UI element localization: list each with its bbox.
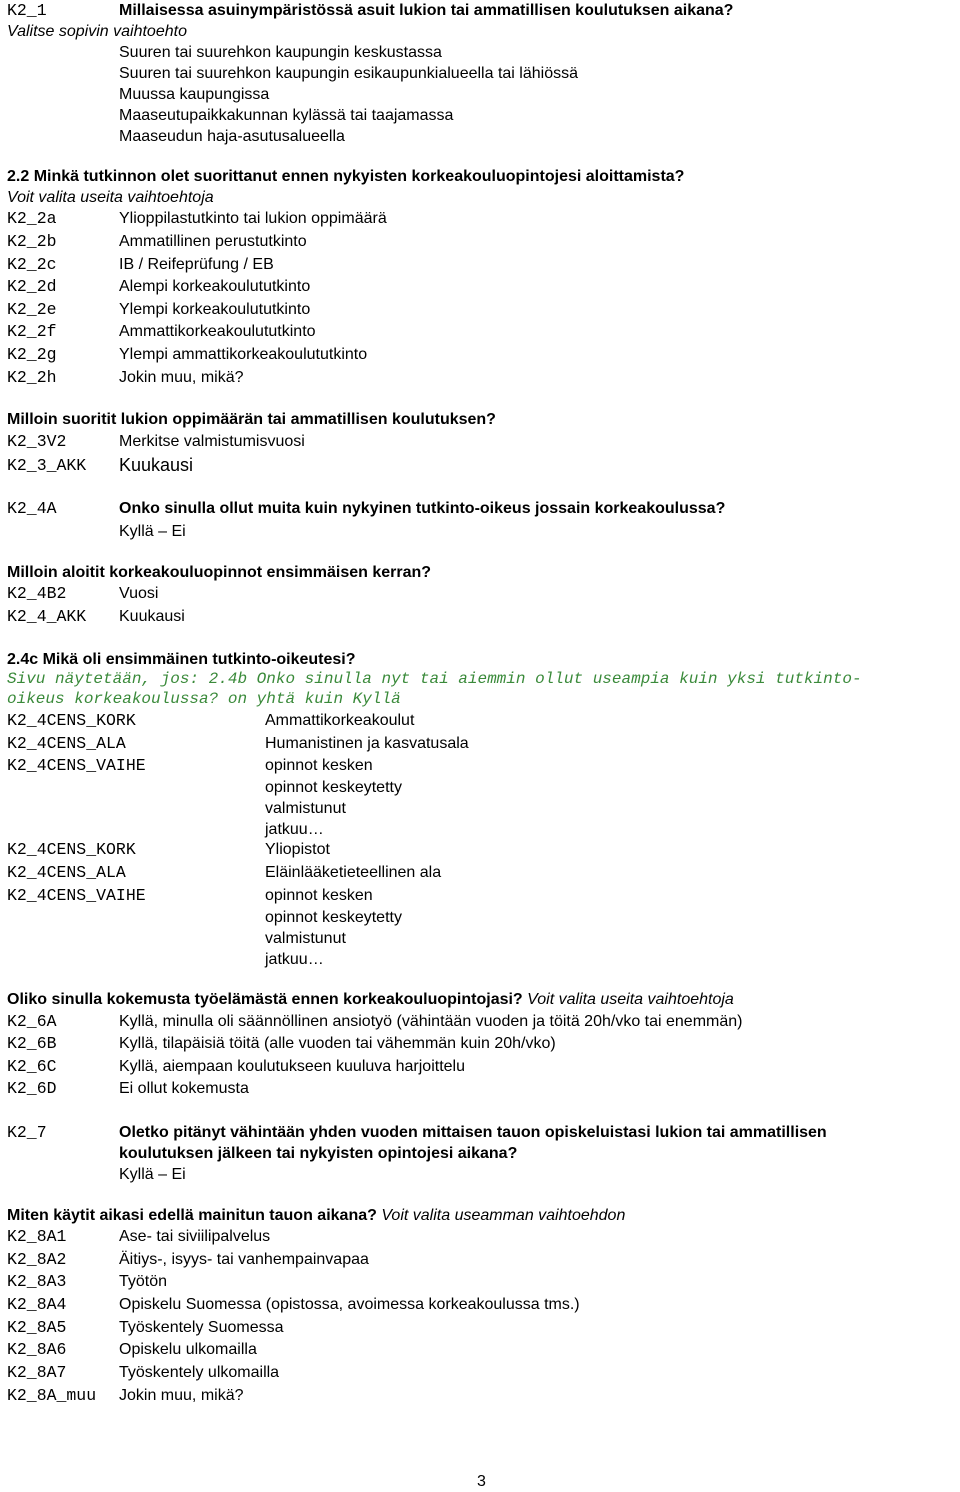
variable-code: K2_4CENS_ALA	[7, 863, 126, 882]
option-label: opinnot keskeytetty	[265, 779, 402, 796]
question-line	[7, 1206, 625, 1226]
option-label: valmistunut	[265, 800, 346, 817]
option-label: Eläinlääketieteellinen ala	[265, 864, 442, 881]
option-label: jatkuu…	[265, 951, 324, 968]
question-title: Oliko sinulla kokemusta työelämästä ennen korkeakouluopintojasi?	[7, 991, 523, 1008]
display-condition: Sivu näytetään, jos: 2.4b Onko sinulla nyt tai aiemmin ollut useampia kuin yksi tutkinto-	[7, 670, 862, 688]
variable-code: K2_4CENS_VAIHE	[7, 756, 146, 775]
variable-code: K2_8A5	[7, 1318, 67, 1337]
variable-code: K2_4A	[7, 499, 57, 518]
variable-code: K2_2f	[7, 322, 57, 341]
option-label: Ammattikorkeakoulututkinto	[119, 323, 316, 340]
option-label: Jokin muu, mikä?	[119, 1387, 244, 1404]
question-title: 2.4c Mikä oli ensimmäinen tutkinto-oikeutesi?	[7, 651, 356, 668]
variable-code: K2_2a	[7, 209, 57, 228]
variable-code: K2_6C	[7, 1057, 57, 1076]
option-label: opinnot keskeytetty	[265, 909, 402, 926]
question-title: koulutuksen jälkeen tai nykyisten opintojesi aikana?	[119, 1145, 518, 1162]
option-label: Ammattikorkeakoulut	[265, 712, 415, 729]
variable-code: K2_6D	[7, 1079, 57, 1098]
option-label: valmistunut	[265, 930, 346, 947]
instruction-text: Valitse sopivin vaihtoehto	[7, 23, 187, 40]
option-label: IB / Reifeprüfung / EB	[119, 256, 274, 273]
variable-code: K2_2h	[7, 368, 57, 387]
option-label: Kuukausi	[119, 455, 194, 475]
variable-code: K2_2b	[7, 232, 57, 251]
option-label: Alempi korkeakoulututkinto	[119, 278, 311, 295]
option-label: Kyllä, tilapäisiä töitä (alle vuoden tai vähemmän kuin 20h/vko)	[119, 1035, 556, 1052]
question-title: Milloin aloitit korkeakouluopinnot ensimmäisen kerran?	[7, 564, 432, 581]
option-label: Ylempi ammattikorkeakoulututkinto	[119, 346, 368, 363]
answer-options: Kyllä – Ei	[119, 523, 186, 540]
variable-code: K2_2g	[7, 345, 57, 364]
option-label: Muussa kaupungissa	[119, 86, 270, 103]
option-label: Vuosi	[119, 585, 159, 602]
option-label: Äitiys-, isyys- tai vanhempainvapaa	[119, 1251, 369, 1268]
variable-code: K2_7	[7, 1123, 47, 1142]
option-label: Humanistinen ja kasvatusala	[265, 735, 469, 752]
option-label: Suuren tai suurehkon kaupungin keskustassa	[119, 44, 442, 61]
variable-code: K2_8A_muu	[7, 1386, 97, 1405]
variable-code: K2_8A7	[7, 1363, 67, 1382]
option-label: opinnot kesken	[265, 757, 373, 774]
variable-code: K2_8A6	[7, 1340, 67, 1359]
variable-code: K2_4CENS_KORK	[7, 840, 136, 859]
option-label: Työtön	[119, 1273, 168, 1290]
variable-code: K2_2e	[7, 300, 57, 319]
option-label: Ase- tai siviilipalvelus	[119, 1228, 271, 1245]
variable-code: K2_4_AKK	[7, 607, 87, 626]
instruction-text: Voit valita useita vaihtoehtoja	[7, 189, 214, 206]
variable-code: K2_2d	[7, 277, 57, 296]
question-line	[7, 990, 734, 1010]
option-label: Kuukausi	[119, 608, 185, 625]
option-label: Ei ollut kokemusta	[119, 1080, 249, 1097]
variable-code: K2_8A3	[7, 1272, 67, 1291]
question-code: K2_1	[7, 1, 47, 20]
question-title: Miten käytit aikasi edellä mainitun tauon aikana?	[7, 1207, 377, 1224]
instruction-text: Voit valita useita vaihtoehtoja	[527, 991, 734, 1008]
variable-code: K2_6B	[7, 1034, 57, 1053]
option-label: Ammatillinen perustutkinto	[119, 233, 307, 250]
option-label: Maaseudun haja-asutusalueella	[119, 128, 345, 145]
option-label: Maaseutupaikkakunnan kylässä tai taajamassa	[119, 107, 454, 124]
option-label: Jokin muu, mikä?	[119, 369, 244, 386]
answer-options: Kyllä – Ei	[119, 1166, 186, 1183]
display-condition: oikeus korkeakoulussa? on yhtä kuin Kyllä	[7, 690, 401, 708]
question-title: Millaisessa asuinympäristössä asuit lukion tai ammatillisen koulutuksen aikana?	[119, 2, 734, 19]
question-title: Milloin suoritit lukion oppimäärän tai ammatillisen koulutuksen?	[7, 411, 496, 428]
variable-code: K2_4CENS_KORK	[7, 711, 136, 730]
option-label: Työskentely ulkomailla	[119, 1364, 280, 1381]
instruction-text: Voit valita useamman vaihtoehdon	[381, 1207, 626, 1224]
option-label: Opiskelu ulkomailla	[119, 1341, 257, 1358]
variable-code: K2_4CENS_VAIHE	[7, 886, 146, 905]
option-label: Ylioppilastutkinto tai lukion oppimäärä	[119, 210, 387, 227]
option-label: Merkitse valmistumisvuosi	[119, 433, 305, 450]
option-label: Työskentely Suomessa	[119, 1319, 284, 1336]
option-label: Yliopistot	[265, 841, 330, 858]
option-label: jatkuu…	[265, 821, 324, 838]
question-title: Oletko pitänyt vähintään yhden vuoden mittaisen tauon opiskeluistasi lukion tai ammatillisen	[119, 1124, 827, 1141]
variable-code: K2_4CENS_ALA	[7, 734, 126, 753]
page-number: 3	[477, 1473, 486, 1490]
variable-code: K2_6A	[7, 1012, 57, 1031]
question-title: Onko sinulla ollut muita kuin nykyinen tutkinto-oikeus jossain korkeakoulussa?	[119, 500, 726, 517]
variable-code: K2_8A4	[7, 1295, 67, 1314]
variable-code: K2_8A1	[7, 1227, 67, 1246]
option-label: Ylempi korkeakoulututkinto	[119, 301, 311, 318]
variable-code: K2_4B2	[7, 584, 67, 603]
variable-code: K2_8A2	[7, 1250, 67, 1269]
variable-code: K2_3V2	[7, 432, 67, 451]
option-label: Kyllä, minulla oli säännöllinen ansiotyö (vähintään vuoden ja töitä 20h/vko tai enemmän)	[119, 1013, 743, 1030]
question-title: 2.2 Minkä tutkinnon olet suorittanut ennen nykyisten korkeakouluopintojesi aloittamista?	[7, 168, 685, 185]
option-label: opinnot kesken	[265, 887, 373, 904]
variable-code: K2_3_AKK	[7, 456, 87, 475]
option-label: Kyllä, aiempaan koulutukseen kuuluva harjoittelu	[119, 1058, 465, 1075]
option-label: Suuren tai suurehkon kaupungin esikaupunkialueella tai lähiössä	[119, 65, 578, 82]
variable-code: K2_2c	[7, 255, 57, 274]
option-label: Opiskelu Suomessa (opistossa, avoimessa korkeakoulussa tms.)	[119, 1296, 580, 1313]
